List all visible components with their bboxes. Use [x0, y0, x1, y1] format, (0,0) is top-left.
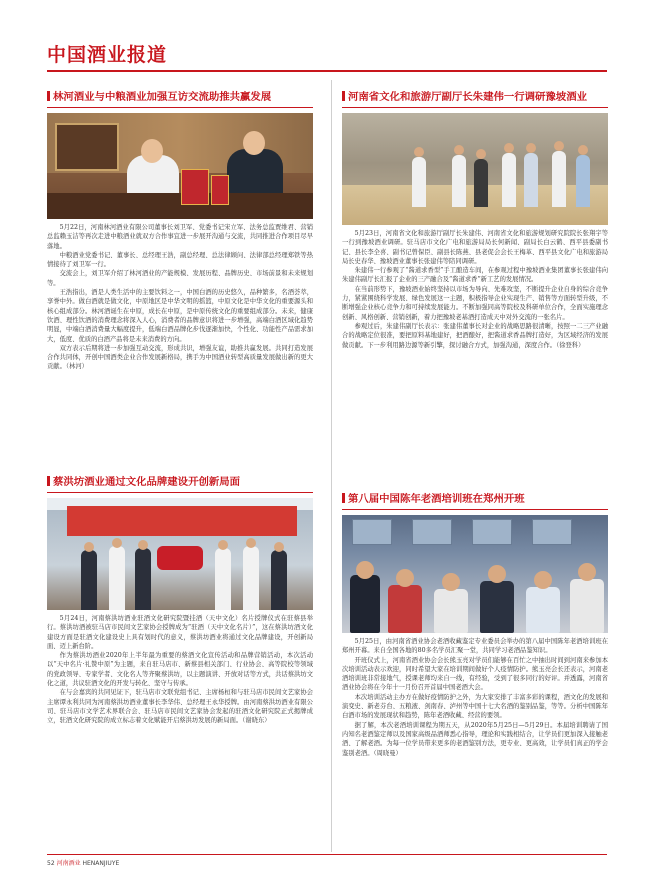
page-header: [47, 40, 607, 67]
photo-person-head: [141, 139, 163, 163]
photo-person-head: [504, 143, 514, 153]
photo-window: [532, 519, 572, 545]
photo-person-head: [218, 540, 228, 550]
article-photo-linhe: [47, 113, 313, 219]
photo-attendee: [388, 585, 422, 633]
section-title: 中国酒业报道: [47, 44, 168, 66]
photo-gift-box: [181, 169, 209, 205]
photo-window: [412, 519, 452, 545]
photo-banner: [67, 506, 297, 536]
article-paragraph: 交流会上，刘卫军介绍了林河酒业的产能规模、发展历程、品牌历史、市场前景和未来规划等。: [47, 270, 313, 287]
photo-person: [271, 550, 287, 610]
photo-person-head: [274, 542, 284, 552]
photo-person: [135, 548, 151, 610]
left-column: [47, 90, 313, 725]
article-paragraph: 王浩指出，酒是人类生活中的主要饮料之一，中国白酒的历史悠久，品种繁多，名酒荟萃，享誉中外。做白酒就是做文化，中原地区是中华文明的摇篮，中原文化是中华文化的重要源头和核心组成部分。林河酒诞生在中原，成长在中原，是中原传统文化的重要组成部分。未来，健康饮酒、理性饮酒的消费理念将深入人心，消费者的品牌意识将进一步增强，高端白酒区域化趋势明显，中端白酒消费量大幅度提升，低端白酒品牌化步伐逐渐加快，个性化、功能性产品需求加大，低度、优质的白酒产品将是未来消费的方向。: [47, 289, 313, 343]
article-photo-training: [342, 515, 608, 633]
article-body: [47, 614, 313, 726]
photo-person-head: [246, 538, 256, 548]
photo-person-head: [554, 141, 564, 151]
photo-attendee-head: [356, 561, 374, 579]
photo-table: [47, 193, 313, 219]
article-paragraph: 在与会嘉宾的共同见证下，驻马店市文联党组书记、主席杨桓和与驻马店市民间文艺家协会主席谭永利共同为河南蔡洪坊酒业董事长李华伟、总经理王永华授牌。由河南蔡洪坊酒业有限公司、驻马店市文学艺术界联合会、驻马店市民间文艺家协会发起的驻酒文化研究院正式揭牌成立，驻酒文化研究院的成立标志着文化赋能开启蔡洪坊发展的新局面。（谢晓东）: [47, 689, 313, 725]
photo-person: [452, 155, 466, 207]
photo-person-head: [476, 149, 486, 159]
photo-attendee: [526, 587, 560, 633]
photo-person-head: [243, 131, 265, 155]
article-paragraph: 据了解，本次老酒培训课程为期五天，从2020年5月25日—5月29日。本届培训聘请了国内知名老酒鉴定师以及国家高级品酒师悉心指导，理论和实践相结合，让学员们更加深入接触老酒、了解老酒。为每一位学员带来更多的老酒鉴别方法，更专业、更高效，让学员们真正的学会鉴别老酒。（周晓曼）: [342, 721, 608, 757]
article-title: 林河酒业与中粮酒业加强互访交流助推共赢发展: [47, 90, 313, 108]
photo-attendee-head: [534, 571, 552, 589]
article-paragraph: 中粮酒业党委书记、董事长、总经理王浩，副总经理、总法律顾问、法律部总经理郑铁等热情接待了刘卫军一行。: [47, 251, 313, 269]
article-paragraph: 本次培训活动主办方在做好疫情防护之外，为大家安排了丰富多彩的课程，酒文化的发展和演变史、新老芬台、五粮液、剑南春、泸州等中国十七大名酒的鉴别品鉴，等等。分析中国陈年白酒市场的发展现状和趋势，陈年老酒收藏、经营的要领。: [342, 693, 608, 720]
article-title: 第八届中国陈年老酒培训班在郑州开班: [342, 492, 608, 510]
article-body: [342, 229, 608, 350]
photo-person: [552, 151, 566, 207]
article-paragraph: 开班仪式上，河南省酒业协会会长熊玉亮对学员们能够在百忙之中抽出时间到河南来参加本次培训活动表示欢迎，同时希望大家在培训期间做好个人疫情防护。熊玉亮会长还表示，河南老酒培训班非常接地气，授课老师均来自一线，有经验，受到了很多同行的好评。并透露，河南省酒业协会将在今年十一月份召开首届中国老酒大会。: [342, 656, 608, 692]
article-linhe: [47, 90, 313, 372]
photo-person: [109, 546, 125, 610]
photo-attendee: [350, 575, 380, 633]
article-title: 河南省文化和旅游厅副厅长朱建伟一行调研豫坡酒业: [342, 90, 608, 108]
article-paragraph: 5月25日，由河南省酒业协会老酒收藏鉴定专业委员会举办的第八届中国陈年老酒培训班在郑州开幕。来自全国各地的80多名学员汇聚一堂，共同学习老酒品鉴知识。: [342, 638, 608, 655]
photo-person-head: [112, 538, 122, 548]
photo-ceremony-cloth: [157, 546, 203, 570]
article-yupo: [342, 90, 608, 350]
photo-person-head: [454, 145, 464, 155]
header-rule: [47, 70, 607, 72]
footer-brand: 河南酒业: [56, 860, 81, 867]
photo-person: [215, 548, 231, 610]
article-paragraph: 在当前形势下，豫坡酒业始终坚持以市场为导向、先难攻坚，不断提升企业自身的综合竞争力，紧紧围绕科学发展、绿色发展这一主题，积极指导企业实现生产、销售等方面转型升级，不断增强企业核心竞争力和可持续发展能力。不断加强同高等院校及科研单位合作，全面实施理念创新、风格创新、营销创新，着力把豫坡老基酒打造成天中对外交流的一张名片。: [342, 285, 608, 321]
photo-shelf: [55, 123, 119, 171]
article-paragraph: 参观过后，朱建伟副厅长表示：张建伟董事长对企业的战略思路很清晰，按照一二三产业融合的战略定位很准，要把原料基地建好，把酒酿好，把酱道求香品牌打造好，为区域经济的发展做贡献。下一步利用路边源等新引擎，探讨融合方式，加强沟通，深度合作。（徐登科）: [342, 322, 608, 349]
footer-rule: [47, 854, 607, 855]
photo-person-head: [414, 147, 424, 157]
article-laojiu-training: [342, 492, 608, 758]
photo-person-head: [138, 540, 148, 550]
photo-person: [243, 546, 259, 610]
photo-person-head: [84, 542, 94, 552]
article-paragraph: 朱建伟一行参观了“酱道求香型”手工酿造车间，在参观过程中豫坡酒业集团董事长张建伟向朱建伟副厅长汇报了企业的三产融合及“酱道求香”新工艺的发展情况。: [342, 267, 608, 284]
article-photo-caihongfang: [47, 498, 313, 610]
photo-person: [412, 157, 426, 207]
footer-brand-pinyin: HENANJIUYE: [82, 860, 120, 867]
photo-attendee: [570, 579, 604, 633]
article-photo-yupo: [342, 113, 608, 225]
article-body: [47, 223, 313, 372]
photo-window: [472, 519, 512, 545]
photo-person: [474, 159, 488, 207]
photo-attendee-head: [396, 569, 414, 587]
photo-attendee-head: [488, 565, 506, 583]
photo-person: [502, 153, 516, 207]
photo-person-head: [526, 143, 536, 153]
article-paragraph: 5月24日，河南蔡洪坊酒业驻酒文化研究院暨挂酒（天中文化）名片授牌仪式在驻蔡县举行。蔡洪坊酒被驻马店市民间文艺家协会授牌成为“驻酒（天中文化名片）”，这在蔡洪坊酒文化建设方面是驻酒文化建设史上具有划时代的意义，蔡洪坊酒业将通过文化品牌建设，开创新局面、迈上新台阶。: [47, 615, 313, 650]
photo-person: [524, 153, 538, 207]
article-paragraph: 双方表示后期将进一步加强互动交流，形成共识，增强友谊，助推共赢发展。共同打造发展合作共同体，开创中国酒类企业合作发展新格局，携手为中国酒业转型高质量发展做出新的更大贡献。（林河）: [47, 344, 313, 371]
photo-window: [352, 519, 392, 545]
photo-attendee-head: [442, 573, 460, 591]
right-column: [342, 90, 608, 757]
article-caihongfang: [47, 475, 313, 726]
article-paragraph: 5月22日，河南林河酒业有限公司董事长刘卫军、党委书记宋立军、法务总监贾维君、营销总监赖玉洁等再次走进中粮酒业就双方合作事宜进一步展开沟通与交流，共同推进合作项目尽早落地。: [47, 224, 313, 250]
photo-person: [81, 550, 97, 610]
photo-attendee: [480, 581, 514, 633]
page-footer: [47, 858, 119, 867]
page-number: 52: [47, 860, 55, 867]
photo-gift-box: [211, 175, 229, 205]
article-paragraph: 5月23日，河南省文化和旅游厅副厅长朱建伟、河南省文化和旅游规划研究院院长张翔宇等一行到豫坡酒业调研。驻马店市文化广电和旅游局局长何新闻、副局长白云鹤、西平县委副书记、县长李全喜、副书记曾保臣、副县长陈燕、县老促会会长王梅革、西平县文化广电和旅游局局长史春华、豫坡酒业董事长张建伟等陪同调研。: [342, 230, 608, 265]
column-divider: [331, 80, 332, 852]
article-title: 蔡洪坊酒业通过文化品牌建设开创新局面: [47, 475, 313, 493]
photo-attendee-head: [578, 563, 596, 581]
photo-attendee: [434, 589, 468, 633]
photo-person: [576, 155, 590, 207]
article-body: [342, 637, 608, 758]
photo-person-head: [578, 145, 588, 155]
article-paragraph: 作为蔡洪坊酒业2020年上半年最为重要的蔡酒文化宣传活动和品牌营销活动，本次活动以“天中名片·礼赞中原”为主题，来自驻马店市、新蔡县相关部门、行业协会、高等院校等领域的党政领导、专家学者、文化名人等齐聚蔡洪坊，以主题演讲、开放对话等方式，共话蔡洪坊文化之道，共议驻酒文化的开发与转化、坚守与传承。: [47, 652, 313, 688]
